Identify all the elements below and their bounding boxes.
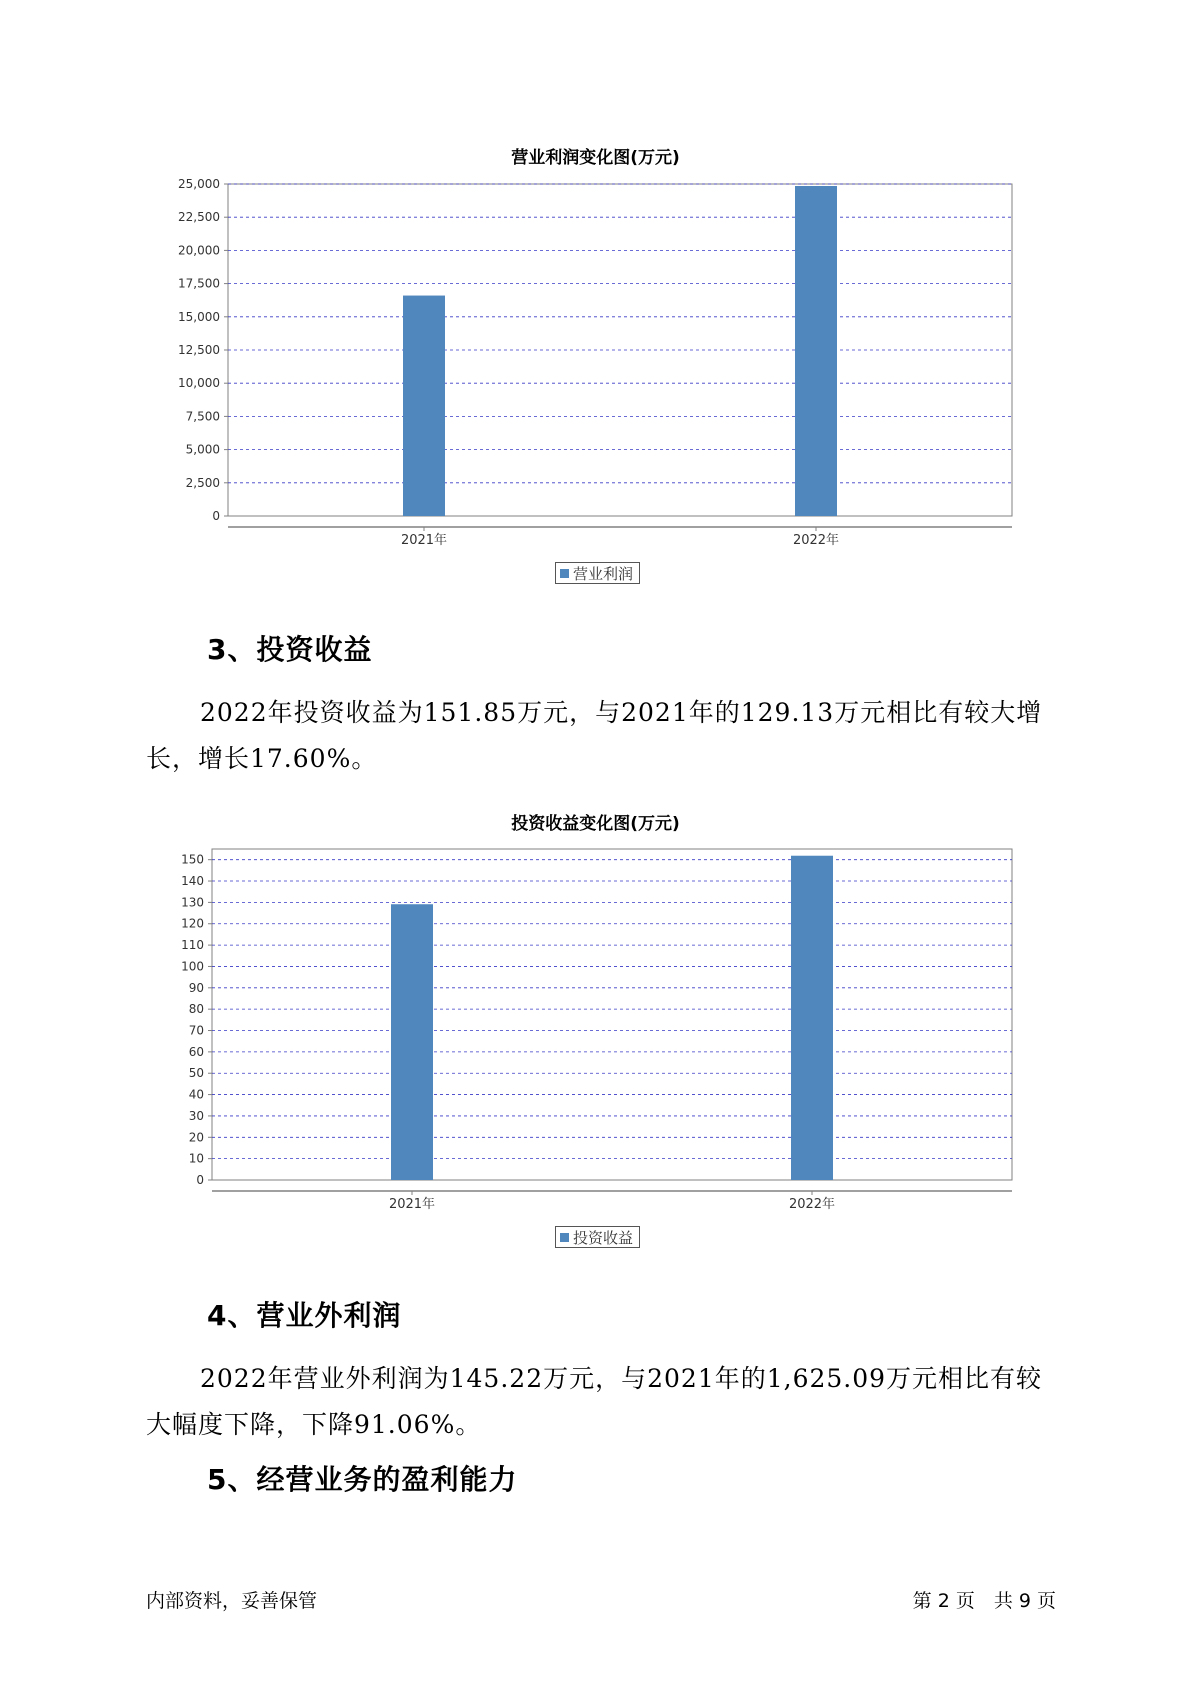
chart2-investment-income — [0, 600, 1191, 1260]
x-tick-label: 2022年 — [792, 533, 840, 548]
x-tick-label: 2021年 — [400, 533, 448, 548]
y-tick-label: 12,500 — [178, 343, 220, 357]
y-tick-label: 110 — [181, 938, 204, 953]
y-tick-label: 10,000 — [178, 376, 220, 391]
chart1-legend — [555, 562, 640, 584]
x-tick-label: 2022年 — [788, 1197, 836, 1212]
chart2-legend — [555, 1226, 640, 1248]
y-tick-label: 5,000 — [185, 442, 220, 457]
y-tick-label: 150 — [181, 852, 204, 867]
chart2-legend-label: 投资收益 — [573, 1228, 634, 1247]
section3-heading: 3、投资收益 — [207, 633, 373, 666]
footer-confidential-note: 内部资料，妥善保管 — [146, 1590, 318, 1612]
section4-heading: 4、营业外利润 — [207, 1299, 402, 1332]
chart1-title: 营业利润变化图(万元) — [511, 148, 680, 168]
y-tick-label: 20,000 — [178, 243, 220, 258]
y-tick-label: 90 — [188, 980, 204, 995]
y-tick-label: 0 — [196, 1173, 204, 1187]
bar — [795, 186, 837, 516]
y-tick-label: 80 — [188, 1002, 204, 1017]
y-tick-label: 2,500 — [185, 475, 220, 490]
y-tick-label: 20 — [188, 1130, 204, 1145]
y-tick-label: 70 — [188, 1023, 204, 1038]
footer-page-number: 第 2 页 共 9 页 — [912, 1590, 1056, 1612]
section4-paragraph: 2022年营业外利润为145.22万元，与2021年的1,625.09万元相比有较大幅度下降，下降91.06%。 — [146, 1364, 1043, 1439]
bar — [391, 904, 433, 1180]
y-tick-label: 60 — [188, 1044, 204, 1059]
y-tick-label: 100 — [181, 959, 204, 974]
y-tick-label: 15,000 — [178, 309, 220, 324]
bar — [403, 296, 445, 516]
x-tick-label: 2021年 — [388, 1197, 436, 1212]
y-tick-label: 30 — [188, 1108, 204, 1123]
legend-swatch-icon — [560, 1233, 569, 1242]
y-tick-label: 140 — [181, 874, 204, 889]
legend-swatch-icon — [560, 569, 569, 578]
y-tick-label: 7,500 — [185, 409, 220, 424]
y-tick-label: 25,000 — [178, 177, 220, 191]
chart1-legend-label: 营业利润 — [573, 564, 634, 583]
y-tick-label: 0 — [212, 509, 220, 523]
bar — [791, 856, 833, 1180]
y-tick-label: 22,500 — [178, 210, 220, 225]
section5-heading: 5、经营业务的盈利能力 — [207, 1463, 518, 1496]
y-tick-label: 120 — [181, 916, 204, 931]
y-tick-label: 50 — [188, 1066, 204, 1081]
chart2-title: 投资收益变化图(万元) — [511, 814, 680, 834]
section3-paragraph: 2022年投资收益为151.85万元，与2021年的129.13万元相比有较大增长，增长17.60%。 — [146, 698, 1043, 773]
chart1-operating-profit — [0, 0, 1191, 600]
y-tick-label: 130 — [181, 895, 204, 910]
plot-frame — [212, 849, 1012, 1180]
y-tick-label: 40 — [188, 1087, 204, 1102]
y-tick-label: 10 — [188, 1151, 204, 1166]
y-tick-label: 17,500 — [178, 276, 220, 291]
